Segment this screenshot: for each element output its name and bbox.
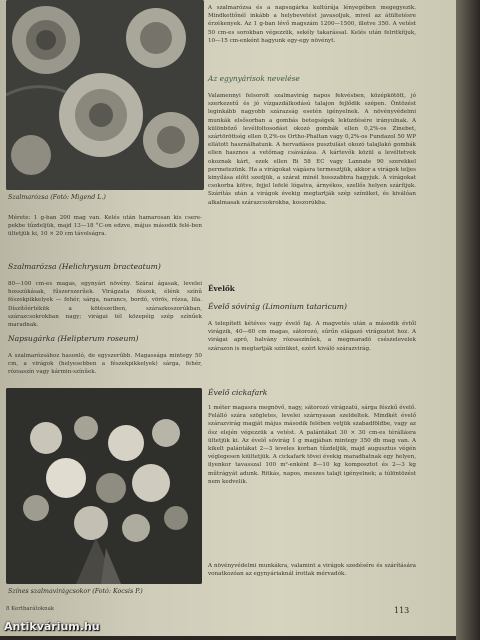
care-subheading: Az egynyárisok nevelése — [208, 74, 300, 83]
limonium-paragraph: A telepített kétéves vagy évelő faj. A magvetés után a második évtől virágzik, 40—60 cm magas, sátorozó, sűrűn elágazó virágzatot hoz. A virágai apró, halvány rózsaszínűek, a megmaradó csészelevelek szárazon is megtartják színüket, ezért kiváló szárazvirág. — [208, 321, 416, 352]
right-top-paragraph: A szalmarózsa és a napsugárka kultúrája lényegében megegyezik. Mindkettőnél inkább a helybevetést javasoljuk, mivel az átültetésre érzékenyek. Az 1 g-ban lévő magszám 1200—1500, illetve 350. A vetést 50 cm-es sorokban végezzük, sekély takarással. Kelés után felritkítjuk, 10—15 cm-enként hagyunk egy-egy növényt. — [208, 5, 416, 44]
section2-paragraph: A szalmarózsához hasonló, de egyszerűbb. Magassága mintegy 50 cm, a virágok (helyesebben a fészekpikkelyek) sárga, fehér, rózsaszín vagy kármin-színűek. — [8, 353, 202, 376]
watermark-text: Antikvárium.hu — [4, 620, 100, 633]
achillea-paragraph: 1 méter magasra megnövő, nagy, sátorozó virágzatú, sárga fészkű évelő. Felálló szára szögletes, levelei szárnyasan szeldeltek. Mindkét évelő szárazvirág magját május második felében vetjük szabadföldbe, vagy az ősz elején végezzük a vetést. A palántákat 30 × 30 cm-es térállásra ültetjük ki. Az évelő sóvirág 1 g magjában mintegy 350 db mag van. A kikelt palántákat 2—3 leveles korban tűzdeljük, majd augusztus végén véglegesen kiültetjük. A cickafark tövei évekig maradhatnak egy helyen, ilyenkor tavasszal 100 m²-enként 8—10 kg komposztot és 2—3 kg műtrágyát adunk. Ritkás, napos, meszes talajt igényelnek; a túlöntözést nem kedvelik. — [208, 405, 416, 485]
footer-note: 8 Kertbarátoknak — [6, 606, 55, 612]
section2-heading: Napsugárka (Helipterum roseum) — [8, 334, 139, 343]
achillea-subheading: Évelő cickafark — [208, 388, 268, 397]
section1-heading: Szalmarózsa (Helichrysum bracteatum) — [8, 262, 161, 271]
page-number: 113 — [394, 606, 410, 615]
bouquet-photo-drawing — [6, 388, 202, 584]
final-paragraph: A növényvédelmi munkákra, valamint a virágok szedésére és szárítására vonatkozóan az egynyáriaknál írottak mérvadók. — [208, 563, 416, 578]
bouquet-photo — [6, 388, 202, 584]
section1-paragraph: 80—100 cm-es magas, egynyári növény. Szárai ágasak, levelei hosszúkásak, fűszerszerűek. Virágzata fészek, élénk színű fészekpikkelyek — fehér, sárga, narancs, bordó, vörös, rózsa, lila. Díszítőértékük a kötészetben, szárazkoszorúkban, szárazcsokrokban nagy; virágai tél közepéig szép színűek maradnak. — [8, 281, 202, 329]
strawflower-photo — [6, 0, 204, 190]
perennials-heading: Évelők — [208, 284, 235, 293]
strawflower-photo-drawing — [6, 0, 204, 190]
photo1-caption: Szalmarózsa (Fotó: Migend L.) — [8, 194, 106, 201]
photo2-caption: Színes szalmavirágcsokor (Fotó: Kocsis P.) — [8, 588, 143, 595]
limonium-subheading: Évelő sóvirág (Limonium tataricum) — [208, 302, 347, 311]
page-edge-shadow — [456, 0, 480, 640]
intro-paragraph: Mérete: 1 g-ban 200 mag van. Kelés után hamarosan kis csere-pekbe tűzdeljük, majd 13—18 °C-on edzve, május második felé-ben ültetjük ki, 10 × 20 cm távolságra. — [8, 215, 202, 238]
care-paragraph: Valamennyi felsorolt szalmavirág napos fekvésben, középkötött, jó szerkezetű és jó vízgazdálkodású talajon fejlődik szépen. Öntözést leginkább nagyobb szárazság esetén igényelnek. A növényvédelmi munkák elsősorban a gombás betegségek leküzdésére irányulnak. A különböző levélfoltosodást okozó gombák ellen 0,2%-os Zinebet, szártöröttség ellen 0,2%-os Ortho-Phaltan vagy 0,2%-os Fundazol 50 WP ellátott használhatunk. A hervadásos pusztulást okozó talajlakó gombák ellen hasznos a vetőmag csávázása. A kártevők közül a levéltetvek okoznak kárt, ezek ellen Bi 58 EC vagy Lannate 90 szerekkel permetezünk. Ha a virágokat vágásra termesztjük, akkor a virágok teljes kinyílása előtt szedjük, a szárat minél hosszabbra hagyjuk. A virágokat csokorba kötve, fejjel lefelé lógatva, árnyékos, szellős helyen szárítjuk. Szárítás után a virágok évekig megtartják szép színüket, és kiválóan alkalmasak szárazcsokrokba, koszorúkba. — [208, 93, 416, 206]
